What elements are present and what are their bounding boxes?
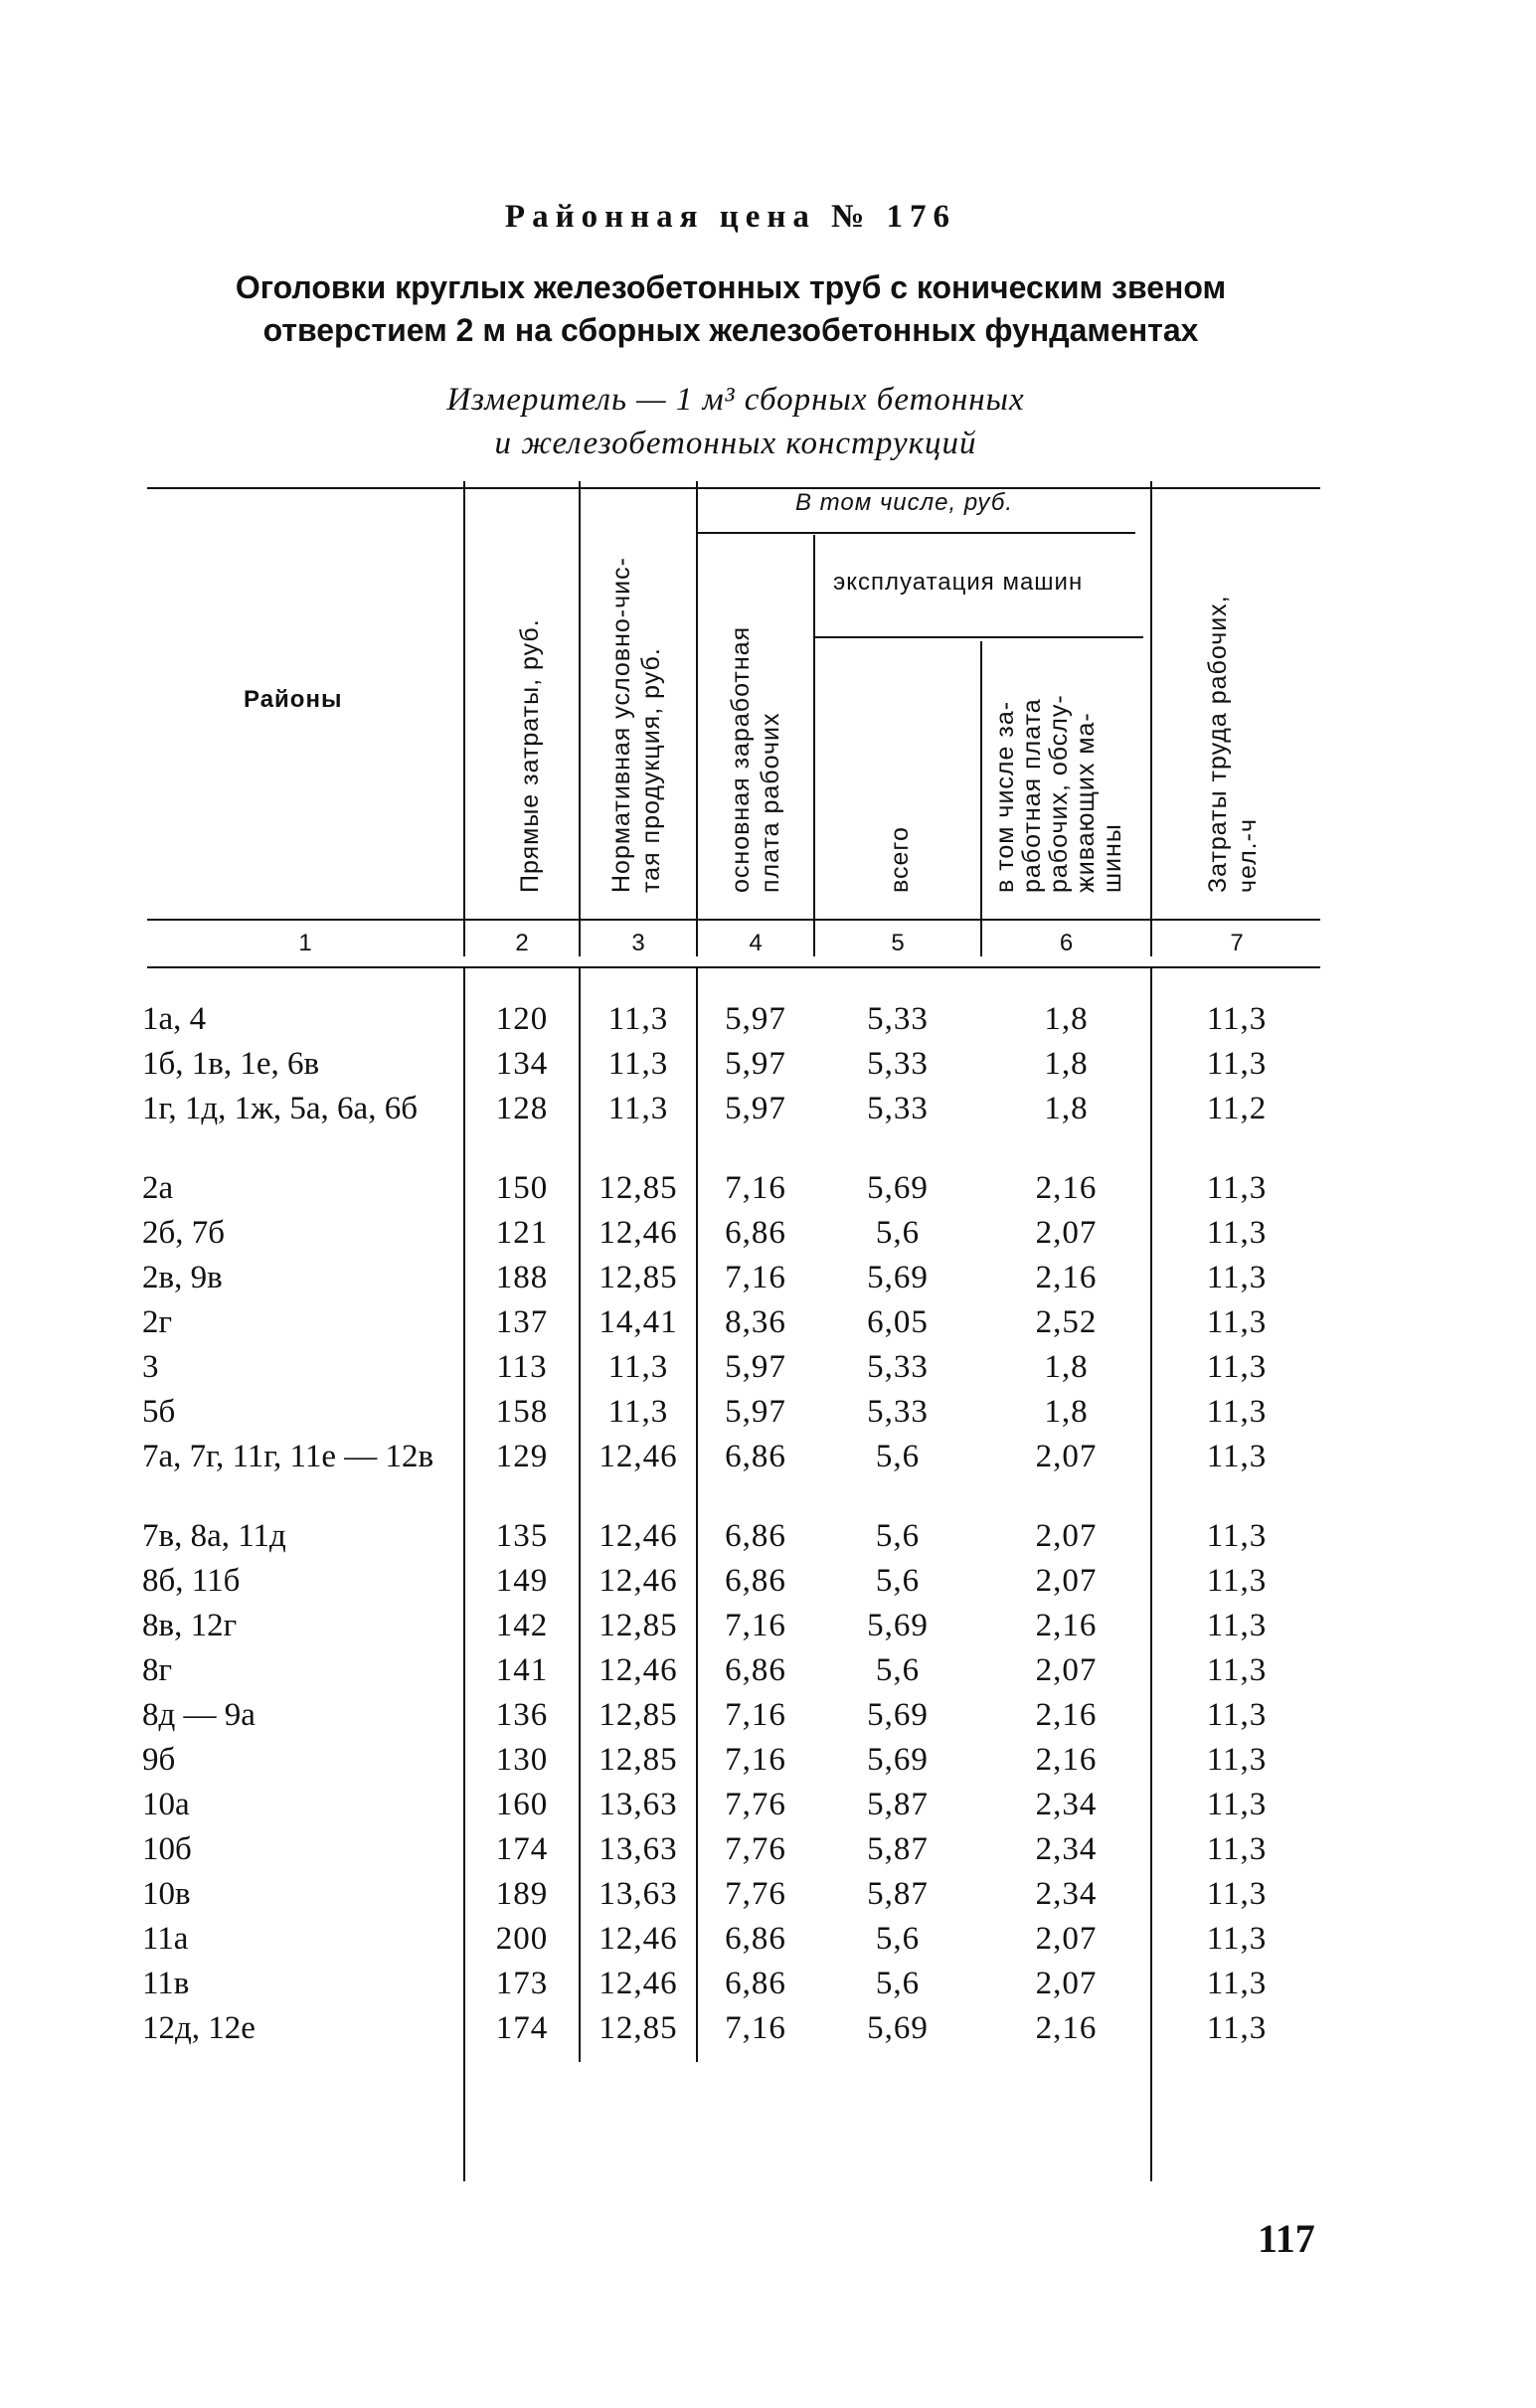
cell-machines-wages: 2,16	[1035, 2010, 1098, 2046]
cell-wages: 7,16	[725, 1697, 786, 1733]
cell-machines-total: 5,69	[867, 1170, 929, 1206]
col-divider-1	[463, 481, 465, 956]
cell-direct: 142	[495, 1608, 549, 1643]
header-incl-2: работная плата	[1018, 698, 1046, 893]
col-divider-3	[696, 481, 698, 956]
cell-labor: 11,3	[1206, 1304, 1268, 1340]
cell-normative: 11,3	[607, 1091, 669, 1126]
cell-machines-wages: 1,8	[1044, 1046, 1089, 1082]
cell-labor: 11,3	[1206, 1046, 1268, 1082]
cell-wages: 6,86	[725, 1215, 786, 1251]
cell-machines-wages: 2,07	[1035, 1518, 1098, 1554]
colnum-6: 6	[1059, 930, 1074, 956]
including-rule	[698, 532, 1135, 534]
unit-line-1: Измеритель — 1 м³ сборных бетонных	[446, 382, 1025, 418]
cell-region: 10в	[142, 1876, 191, 1912]
cell-normative: 12,46	[598, 1563, 678, 1599]
cell-normative: 12,85	[598, 1697, 678, 1733]
cell-direct: 189	[495, 1876, 549, 1912]
cell-region: 1б, 1в, 1е, 6в	[142, 1046, 320, 1082]
cell-labor: 11,3	[1206, 1921, 1268, 1957]
cell-direct: 135	[495, 1518, 549, 1554]
cell-machines-total: 5,87	[867, 1876, 929, 1912]
cell-normative: 13,63	[598, 1876, 678, 1912]
cell-region: 11а	[142, 1921, 189, 1957]
cell-region: 3	[142, 1349, 159, 1385]
cell-wages: 7,16	[725, 2010, 786, 2046]
cell-wages: 7,16	[725, 1742, 786, 1778]
page-title: Районная цена № 176	[504, 199, 957, 235]
colnum-3: 3	[631, 930, 645, 956]
col-divider-4	[813, 535, 815, 956]
cell-direct: 136	[495, 1697, 549, 1733]
cell-labor: 11,3	[1206, 1518, 1268, 1554]
unit-of-measure	[249, 378, 1223, 465]
cell-normative: 12,46	[598, 1215, 678, 1251]
cell-labor: 11,3	[1206, 1876, 1268, 1912]
cell-labor: 11,3	[1206, 1742, 1268, 1778]
cell-region: 1а, 4	[142, 1001, 207, 1037]
cell-normative: 12,85	[598, 1260, 678, 1295]
cell-direct: 121	[495, 1215, 549, 1251]
cell-wages: 7,16	[725, 1260, 786, 1295]
cell-machines-wages: 2,07	[1035, 1215, 1098, 1251]
col-divider-5	[980, 641, 982, 956]
cell-normative: 12,85	[598, 1608, 678, 1643]
cell-machines-total: 5,33	[867, 1394, 929, 1430]
cell-machines-wages: 2,07	[1035, 1652, 1098, 1688]
cell-direct: 128	[495, 1091, 549, 1126]
cell-region: 2б, 7б	[142, 1215, 226, 1251]
cell-wages: 7,16	[725, 1170, 786, 1206]
cell-region: 10б	[142, 1831, 192, 1867]
cell-machines-wages: 2,07	[1035, 1966, 1098, 2001]
header-including: В том числе, руб.	[795, 489, 1014, 516]
col-divider-6	[1150, 481, 1152, 956]
cell-region: 7а, 7г, 11г, 11е — 12в	[142, 1439, 434, 1474]
colnum-bottom-rule	[147, 966, 1320, 968]
cell-direct: 173	[495, 1966, 549, 2001]
cell-labor: 11,3	[1206, 2010, 1268, 2046]
cell-wages: 6,86	[725, 1921, 786, 1957]
header-labor-1: Затраты труда рабочих,	[1204, 595, 1232, 893]
cell-region: 9б	[142, 1742, 176, 1778]
cell-wages: 7,16	[725, 1608, 786, 1643]
cell-machines-total: 5,6	[875, 1966, 921, 2001]
cell-machines-total: 5,69	[867, 1608, 929, 1643]
cell-normative: 14,41	[598, 1304, 678, 1340]
header-incl-4: живающих ма-	[1072, 712, 1100, 893]
header-incl-1: в том числе за-	[991, 700, 1019, 893]
cell-direct: 137	[495, 1304, 549, 1340]
cell-normative: 12,46	[598, 1439, 678, 1474]
cell-normative: 11,3	[607, 1394, 669, 1430]
cell-machines-wages: 2,52	[1035, 1304, 1098, 1340]
cell-labor: 11,3	[1206, 1608, 1268, 1643]
header-regions: Районы	[244, 686, 343, 713]
cell-machines-total: 5,69	[867, 1742, 929, 1778]
cell-direct: 200	[495, 1921, 549, 1957]
cell-wages: 7,76	[725, 1787, 786, 1822]
cell-direct: 149	[495, 1563, 549, 1599]
cell-labor: 11,3	[1206, 1349, 1268, 1385]
cell-labor: 11,3	[1206, 1215, 1268, 1251]
page-number: 117	[1258, 2216, 1315, 2261]
cell-wages: 6,86	[725, 1966, 786, 2001]
cell-normative: 12,85	[598, 2010, 678, 2046]
header-direct-costs: Прямые затраты, руб.	[516, 618, 544, 893]
caption-line-1: Оголовки круглых железобетонных труб с коническим звеном	[235, 269, 1227, 305]
cell-labor: 11,3	[1206, 1394, 1268, 1430]
header-incl-3: рабочих, обслу-	[1045, 694, 1073, 893]
cell-region: 2а	[142, 1170, 174, 1206]
cell-machines-wages: 2,34	[1035, 1876, 1098, 1912]
cell-direct: 174	[495, 1831, 549, 1867]
cell-wages: 8,36	[725, 1304, 786, 1340]
cell-normative: 13,63	[598, 1787, 678, 1822]
cell-labor: 11,3	[1206, 1260, 1268, 1295]
cell-labor: 11,3	[1206, 1563, 1268, 1599]
cell-region: 5б	[142, 1394, 176, 1430]
cell-machines-wages: 1,8	[1044, 1349, 1089, 1385]
cell-machines-wages: 2,07	[1035, 1563, 1098, 1599]
table-top-rule	[147, 487, 1320, 489]
cell-direct: 120	[495, 1001, 549, 1037]
cell-machines-wages: 1,8	[1044, 1394, 1089, 1430]
cell-region: 1г, 1д, 1ж, 5а, 6а, 6б	[142, 1091, 418, 1126]
cell-direct: 130	[495, 1742, 549, 1778]
colnum-2: 2	[515, 930, 529, 956]
cell-machines-wages: 2,16	[1035, 1608, 1098, 1643]
cell-machines-total: 5,6	[875, 1563, 921, 1599]
cell-region: 12д, 12е	[142, 2010, 256, 2046]
cell-machines-wages: 1,8	[1044, 1001, 1089, 1037]
cell-labor: 11,3	[1206, 1439, 1268, 1474]
header-normative-2: тая продукция, руб.	[637, 647, 665, 893]
colnum-4: 4	[749, 930, 763, 956]
cell-labor: 11,3	[1206, 1170, 1268, 1206]
cell-region: 10а	[142, 1787, 190, 1822]
cell-wages: 5,97	[725, 1394, 786, 1430]
cell-normative: 12,85	[598, 1170, 678, 1206]
cell-direct: 188	[495, 1260, 549, 1295]
header-incl-5: шины	[1099, 823, 1126, 893]
header-total: всего	[886, 826, 914, 893]
cell-region: 2в, 9в	[142, 1260, 223, 1295]
cell-machines-total: 5,69	[867, 1697, 929, 1733]
cell-wages: 6,86	[725, 1518, 786, 1554]
cell-wages: 6,86	[725, 1439, 786, 1474]
cell-labor: 11,3	[1206, 1787, 1268, 1822]
header-bottom-rule	[147, 919, 1320, 921]
cell-normative: 11,3	[607, 1001, 669, 1037]
cell-wages: 7,76	[725, 1876, 786, 1912]
cell-machines-total: 6,05	[867, 1304, 929, 1340]
cell-normative: 11,3	[607, 1046, 669, 1082]
cell-direct: 150	[495, 1170, 549, 1206]
cell-machines-total: 5,87	[867, 1831, 929, 1867]
header-labor-2: чел.-ч	[1234, 818, 1262, 893]
cell-labor: 11,3	[1206, 1697, 1268, 1733]
cell-wages: 6,86	[725, 1563, 786, 1599]
cell-machines-wages: 1,8	[1044, 1091, 1089, 1126]
cell-machines-total: 5,69	[867, 1260, 929, 1295]
cell-direct: 141	[495, 1652, 549, 1688]
cell-wages: 5,97	[725, 1091, 786, 1126]
cell-region: 2г	[142, 1304, 173, 1340]
cell-machines-total: 5,6	[875, 1921, 921, 1957]
cell-wages: 7,76	[725, 1831, 786, 1867]
cell-wages: 6,86	[725, 1652, 786, 1688]
cell-machines-total: 5,33	[867, 1349, 929, 1385]
cell-normative: 13,63	[598, 1831, 678, 1867]
colnum-7: 7	[1230, 930, 1244, 956]
cell-machines-total: 5,33	[867, 1091, 929, 1126]
cell-machines-total: 5,87	[867, 1787, 929, 1822]
cell-region: 8г	[142, 1652, 173, 1688]
cell-normative: 12,46	[598, 1966, 678, 2001]
cell-machines-total: 5,33	[867, 1001, 929, 1037]
cell-direct: 160	[495, 1787, 549, 1822]
cell-machines-wages: 2,34	[1035, 1831, 1098, 1867]
cell-machines-wages: 2,34	[1035, 1787, 1098, 1822]
cell-direct: 134	[495, 1046, 549, 1082]
cell-normative: 12,46	[598, 1518, 678, 1554]
header-machines: эксплуатация машин	[833, 569, 1084, 596]
cell-region: 7в, 8а, 11д	[142, 1518, 286, 1554]
cell-region: 8в, 12г	[142, 1608, 238, 1643]
cell-machines-wages: 2,16	[1035, 1170, 1098, 1206]
cell-wages: 5,97	[725, 1001, 786, 1037]
table-caption	[159, 266, 1302, 352]
cell-normative: 11,3	[607, 1349, 669, 1385]
cell-direct: 113	[496, 1349, 548, 1385]
cell-machines-total: 5,6	[875, 1215, 921, 1251]
cell-machines-wages: 2,07	[1035, 1439, 1098, 1474]
cell-labor: 11,2	[1206, 1091, 1268, 1126]
cell-machines-total: 5,6	[875, 1518, 921, 1554]
cell-direct: 174	[495, 2010, 549, 2046]
header-wages-2: плата рабочих	[757, 712, 784, 893]
cell-labor: 11,3	[1206, 1966, 1268, 2001]
cell-direct: 129	[495, 1439, 549, 1474]
cell-machines-wages: 2,07	[1035, 1921, 1098, 1957]
cell-normative: 12,46	[598, 1921, 678, 1957]
cell-machines-wages: 2,16	[1035, 1742, 1098, 1778]
cell-labor: 11,3	[1206, 1652, 1268, 1688]
cell-labor: 11,3	[1206, 1001, 1268, 1037]
unit-line-2: и железобетонных конструкций	[494, 426, 977, 461]
cell-region: 11в	[142, 1966, 190, 2001]
header-normative-1: Нормативная условно-чис-	[607, 557, 635, 893]
cell-machines-wages: 2,16	[1035, 1260, 1098, 1295]
machines-rule	[815, 636, 1143, 638]
cell-normative: 12,85	[598, 1742, 678, 1778]
colnum-1: 1	[298, 930, 312, 956]
caption-line-2: отверстием 2 м на сборных железобетонных фундаментах	[262, 312, 1199, 348]
cell-wages: 5,97	[725, 1046, 786, 1082]
cell-machines-total: 5,6	[875, 1652, 921, 1688]
header-wages-1: основная заработная	[727, 625, 755, 893]
cell-normative: 12,46	[598, 1652, 678, 1688]
col-divider-2	[579, 481, 581, 956]
cell-region: 8д — 9а	[142, 1697, 256, 1733]
cell-machines-wages: 2,16	[1035, 1697, 1098, 1733]
cell-machines-total: 5,33	[867, 1046, 929, 1082]
colnum-5: 5	[891, 930, 905, 956]
cell-machines-total: 5,6	[875, 1439, 921, 1474]
cell-wages: 5,97	[725, 1349, 786, 1385]
cell-labor: 11,3	[1206, 1831, 1268, 1867]
cell-direct: 158	[495, 1394, 549, 1430]
cell-region: 8б, 11б	[142, 1563, 241, 1599]
cell-machines-total: 5,69	[867, 2010, 929, 2046]
